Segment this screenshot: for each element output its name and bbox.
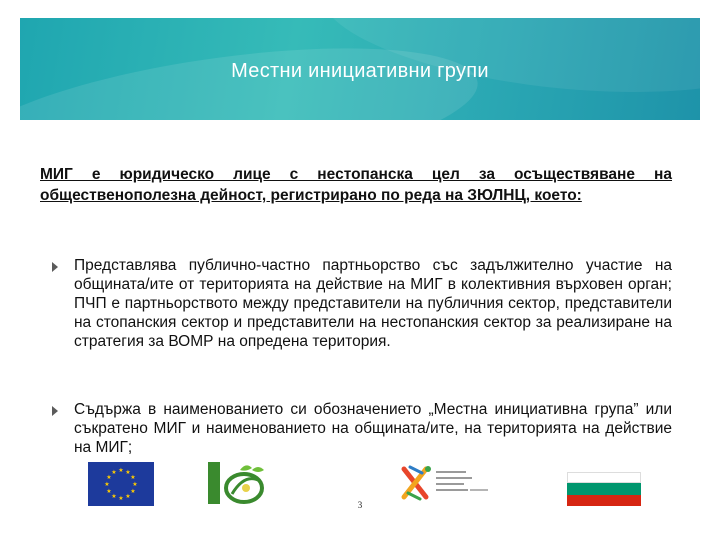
svg-text:★: ★: [125, 493, 131, 500]
page-number: 3: [357, 500, 363, 510]
bullet-text: Съдържа в наименованието си обозначението „Местна инициативна група” или съкратено МИГ и наименованието на общината/ите, на територията на действие на МИГ;: [74, 401, 672, 456]
bulgarian-flag-icon: [567, 472, 641, 506]
leader-logo-icon: [206, 460, 270, 506]
svg-text:★: ★: [106, 474, 112, 481]
lead-paragraph: МИГ е юридическо лице с нестопанска цел за осъществяване на общественополезна дейност, регистрирано по реда на ЗЮЛНЦ, което:: [40, 166, 672, 204]
svg-text:★: ★: [118, 467, 124, 474]
bullet-arrow-icon: [52, 262, 58, 272]
svg-text:★: ★: [130, 488, 136, 495]
svg-text:★: ★: [111, 493, 117, 500]
rural-development-program-logo-icon: [398, 463, 498, 503]
bullet-item: [52, 400, 672, 457]
eu-flag-icon: [88, 462, 154, 506]
svg-text:★: ★: [125, 469, 131, 476]
bullet-item: [52, 256, 672, 351]
slide-title: Местни инициативни групи: [231, 60, 489, 82]
bullet-arrow-icon: [52, 406, 58, 416]
svg-text:★: ★: [106, 488, 112, 495]
svg-text:★: ★: [111, 469, 117, 476]
svg-text:★: ★: [104, 481, 110, 488]
svg-text:★: ★: [118, 495, 124, 502]
bullet-text: Представлява публично-частно партньорство със задължително участие на общината/ите от територията на действие на МИГ в колективния върховен орган; ПЧП е партньорството между представители на публичния сектор, представители на стопанския сектор и представители на нестопанския сектор за реализиране на стратегия за ВОМР на опредена територия.: [74, 257, 672, 350]
title-banner: [20, 18, 700, 120]
svg-text:★: ★: [132, 481, 138, 488]
svg-text:★: ★: [130, 474, 136, 481]
